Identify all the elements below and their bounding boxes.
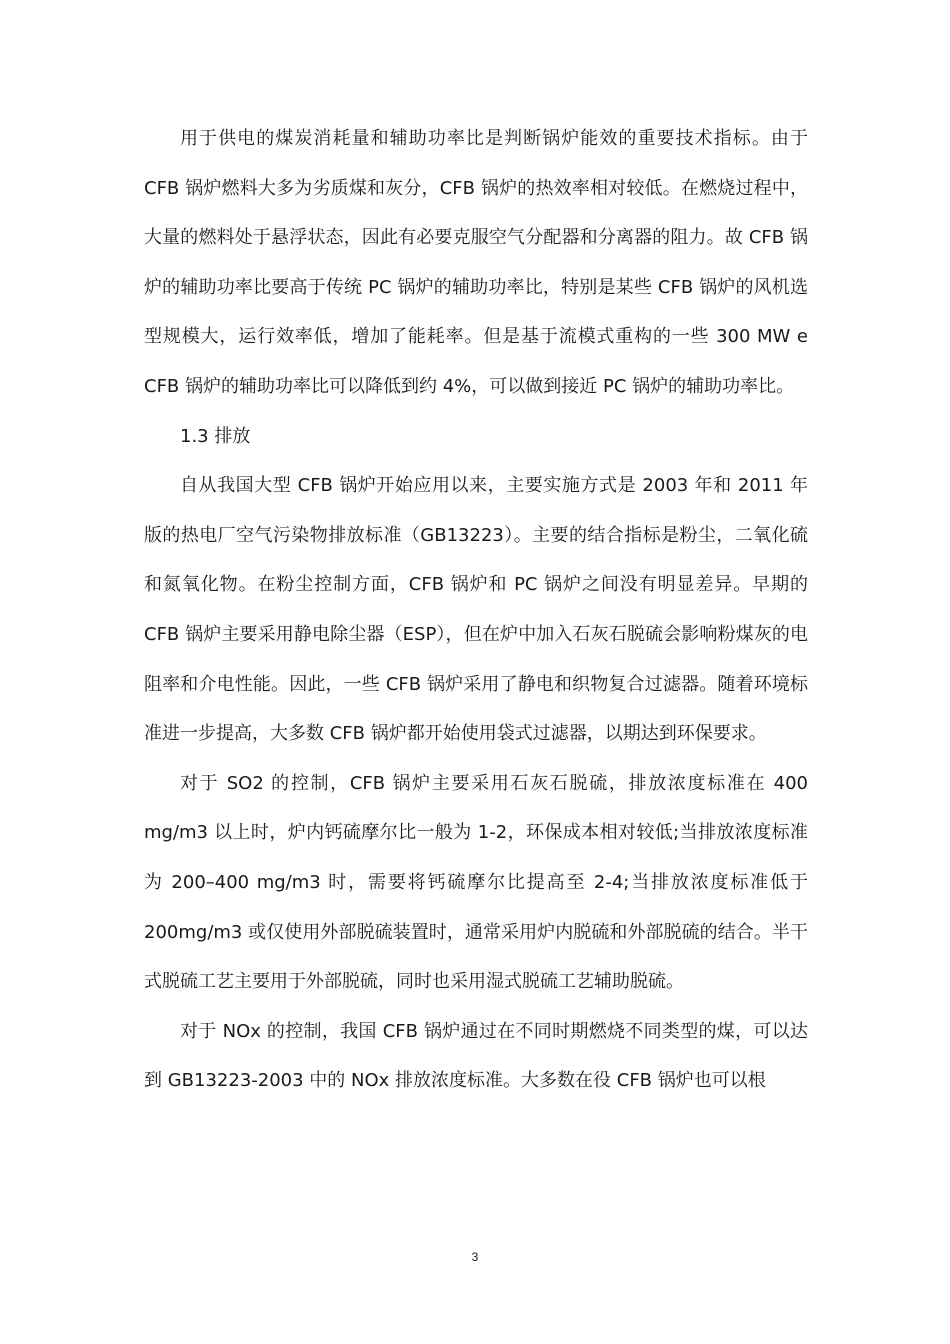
section-heading-emissions: 1.3 排放 (180, 425, 251, 447)
paragraph-dust-control: 自从我国大型 CFB 锅炉开始应用以来，主要实施方式是 2003 年和 2011 年版的热电厂空气污染物排放标准（GB13223）。主要的结合指标是粉尘，二氧化硫和氮氧化物。在粉尘控制方面，CFB 锅炉和 PC 锅炉之间没有明显差异。早期的 CFB 锅炉主要采用静电除尘器（ESP），但在炉中加入石灰石脱硫会影响粉煤灰的电阻率和介电性能。因此，一些 CFB 锅炉采用了静电和织物复合过滤器。随着环境标准进一步提高，大多数 CFB 锅炉都开始使用袋式过滤器，以期达到环保要求。 (144, 475, 808, 745)
page-number: 3 (471, 1250, 479, 1264)
paragraph-nox-control: 对于 NOx 的控制，我国 CFB 锅炉通过在不同时期燃烧不同类型的煤，可以达到 GB13223-2003 中的 NOx 排放浓度标准。大多数在役 CFB 锅炉也可以根 (144, 1020, 808, 1092)
document-body (144, 114, 808, 1106)
paragraph-efficiency: 用于供电的煤炭消耗量和辅助功率比是判断锅炉能效的重要技术指标。由于 CFB 锅炉燃料大多为劣质煤和灰分，CFB 锅炉的热效率相对较低。在燃烧过程中，大量的燃料处于悬浮状态，因此有必要克服空气分配器和分离器的阻力。故 CFB 锅炉的辅助功率比要高于传统 PC 锅炉的辅助功率比，特别是某些 CFB 锅炉的风机选型规模大，运行效率低，增加了能耗率。但是基于流模式重构的一些 300 MW e CFB 锅炉的辅助功率比可以降低到约 4%，可以做到接近 PC 锅炉的辅助功率比。 (144, 128, 808, 397)
paragraph-so2-control: 对于 SO2 的控制，CFB 锅炉主要采用石灰石脱硫，排放浓度标准在 400 mg/m3 以上时，炉内钙硫摩尔比一般为 1-2，环保成本相对较低;当排放浓度标准为 200–400 mg/m3 时，需要将钙硫摩尔比提高至 2-4;当排放浓度标准低于 200mg/m3 或仅使用外部脱硫装置时，通常采用炉内脱硫和外部脱硫的结合。半干式脱硫工艺主要用于外部脱硫，同时也采用湿式脱硫工艺辅助脱硫。 (144, 772, 808, 993)
